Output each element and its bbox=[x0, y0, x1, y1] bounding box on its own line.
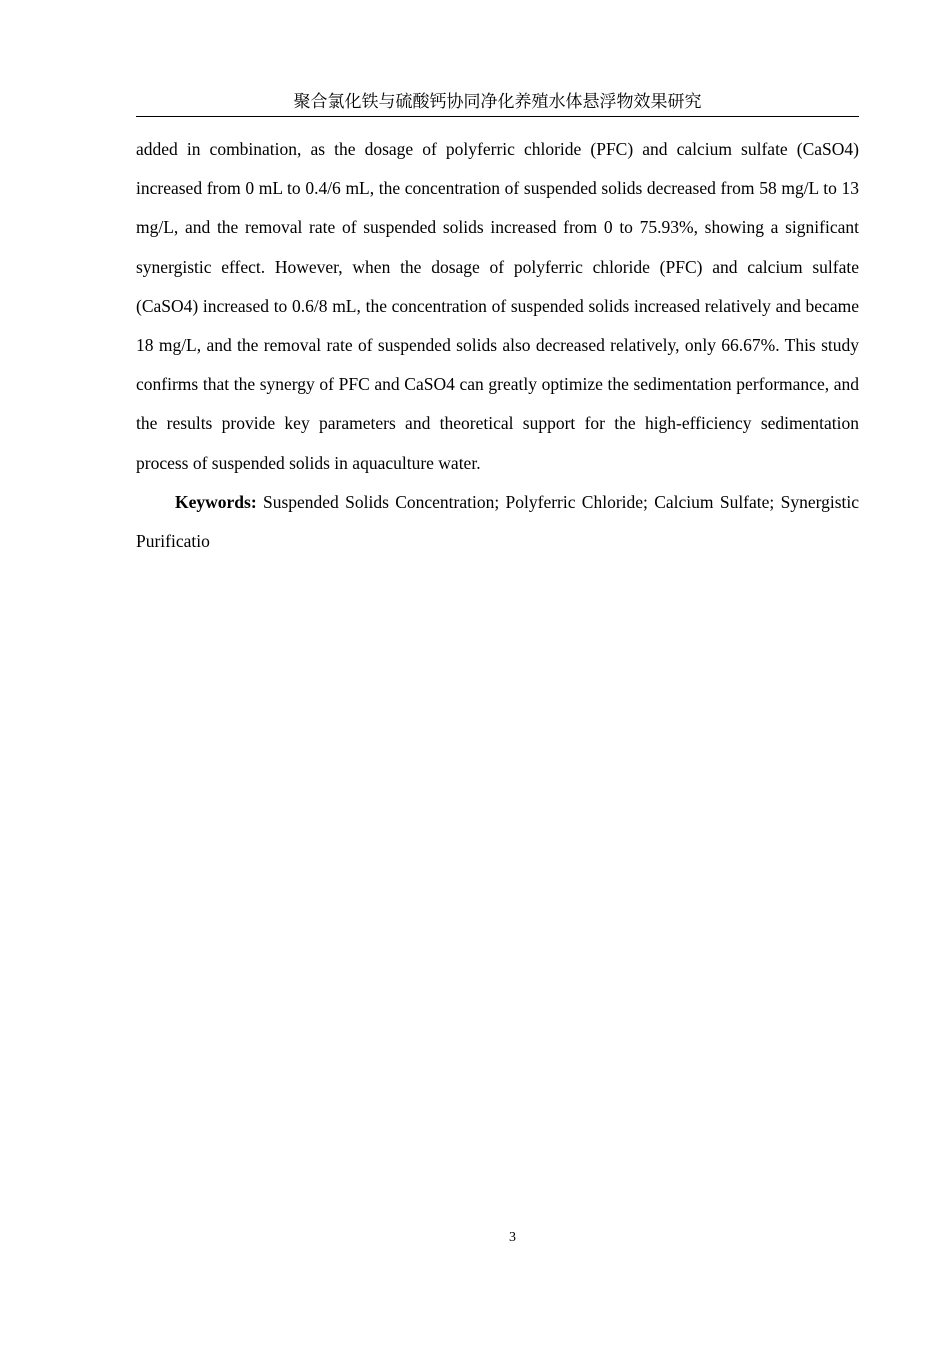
keywords-label: Keywords: bbox=[175, 491, 257, 512]
running-header-title: 聚合氯化铁与硫酸钙协同净化养殖水体悬浮物效果研究 bbox=[136, 90, 859, 117]
page-number: 3 bbox=[509, 1230, 516, 1245]
abstract-section bbox=[136, 130, 859, 561]
keywords-paragraph bbox=[136, 483, 859, 561]
keywords-text: Suspended Solids Concentration; Polyferric Chloride; Calcium Sulfate; Synergistic Purificatio bbox=[136, 491, 860, 552]
abstract-body-paragraph: added in combination, as the dosage of polyferric chloride (PFC) and calcium sulfate (CaSO4) increased from 0 mL to 0.4/6 mL, the concentration of suspended solids decreased from 58 mg/L to 13 mg/L, and the removal rate of suspended solids increased from 0 to 75.93%, showing a significant synergistic effect. However, when the dosage of polyferric chloride (PFC) and calcium sulfate (CaSO4) increased to 0.6/8 mL, the concentration of suspended solids increased relatively and became 18 mg/L, and the removal rate of suspended solids also decreased relatively, only 66.67%. This study confirms that the synergy of PFC and CaSO4 can greatly optimize the sedimentation performance, and the results provide key parameters and theoretical support for the high-efficiency sedimentation process of suspended solids in aquaculture water. bbox=[136, 139, 859, 473]
